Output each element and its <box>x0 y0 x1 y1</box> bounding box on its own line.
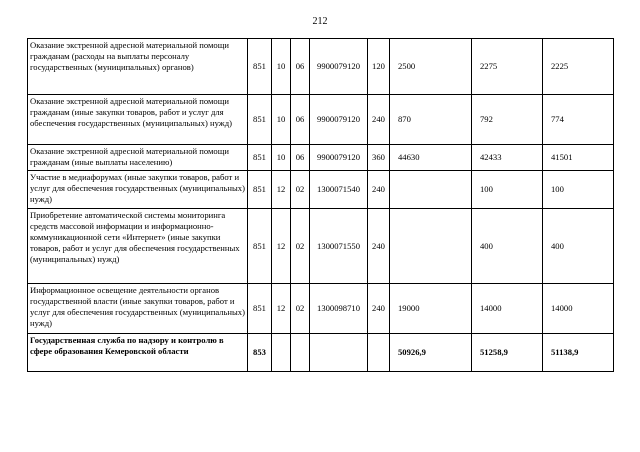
expense-type-cell <box>368 334 390 372</box>
budget-table <box>27 38 614 372</box>
table-row <box>28 284 614 334</box>
target-article-cell: 1300098710 <box>310 284 368 334</box>
table-row <box>28 145 614 171</box>
table-row <box>28 95 614 145</box>
subsection-code-cell: 02 <box>291 284 310 334</box>
table-row <box>28 171 614 209</box>
expense-type-cell: 240 <box>368 95 390 145</box>
sum-year1-cell <box>390 171 472 209</box>
grbs-code-cell: 851 <box>248 209 272 284</box>
grbs-code-cell: 853 <box>248 334 272 372</box>
section-code-cell: 10 <box>272 145 291 171</box>
expense-type-cell: 240 <box>368 171 390 209</box>
expense-type-cell: 240 <box>368 284 390 334</box>
sum-year2-cell: 792 <box>472 95 543 145</box>
sum-year1-cell: 50926,9 <box>390 334 472 372</box>
section-code-cell: 12 <box>272 284 291 334</box>
subsection-code-cell: 02 <box>291 171 310 209</box>
sum-year2-cell: 14000 <box>472 284 543 334</box>
expense-name-cell: Оказание экстренной адресной материальной помощи гражданам (иные выплаты населению) <box>28 145 248 171</box>
section-code-cell: 12 <box>272 209 291 284</box>
sum-year3-cell: 100 <box>543 171 614 209</box>
sum-year2-cell: 400 <box>472 209 543 284</box>
section-code-cell: 12 <box>272 171 291 209</box>
page-number: 212 <box>312 16 328 27</box>
expense-type-cell: 240 <box>368 209 390 284</box>
sum-year1-cell: 19000 <box>390 284 472 334</box>
section-code-cell: 10 <box>272 39 291 95</box>
sum-year1-cell: 2500 <box>390 39 472 95</box>
grbs-code-cell: 851 <box>248 171 272 209</box>
sum-year1-cell: 44630 <box>390 145 472 171</box>
expense-type-cell: 120 <box>368 39 390 95</box>
sum-year2-cell: 2275 <box>472 39 543 95</box>
target-article-cell: 1300071540 <box>310 171 368 209</box>
subsection-code-cell <box>291 334 310 372</box>
sum-year3-cell: 400 <box>543 209 614 284</box>
subsection-code-cell: 06 <box>291 39 310 95</box>
section-code-cell <box>272 334 291 372</box>
sum-year3-cell: 14000 <box>543 284 614 334</box>
grbs-code-cell: 851 <box>248 284 272 334</box>
expense-name-cell: Оказание экстренной адресной материальной помощи гражданам (расходы на выплаты персоналу государственных (муниципальных) органов) <box>28 39 248 95</box>
sum-year2-cell: 51258,9 <box>472 334 543 372</box>
table-row <box>28 334 614 372</box>
target-article-cell: 1300071550 <box>310 209 368 284</box>
expense-name-cell: Оказание экстренной адресной материальной помощи гражданам (иные закупки товаров, работ и услуг для обеспечения государственных (муниципальных) нужд) <box>28 95 248 145</box>
table-body <box>28 39 614 372</box>
expense-name-cell: Участие в медиафорумах (иные закупки товаров, работ и услуг для обеспечения государственных (муниципальных) нужд) <box>28 171 248 209</box>
expense-name-cell: Приобретение автоматической системы мониторинга средств массовой информации и информационно-коммуникационной сети «Интернет» (иные закупки товаров, работ и услуг для обеспечения государственных (муниципальных) нужд) <box>28 209 248 284</box>
expense-name-cell: Государственная служба по надзору и контролю в сфере образования Кемеровской области <box>28 334 248 372</box>
grbs-code-cell: 851 <box>248 95 272 145</box>
subsection-code-cell: 06 <box>291 145 310 171</box>
target-article-cell: 9900079120 <box>310 39 368 95</box>
grbs-code-cell: 851 <box>248 39 272 95</box>
target-article-cell <box>310 334 368 372</box>
sum-year3-cell: 51138,9 <box>543 334 614 372</box>
table-row <box>28 209 614 284</box>
sum-year2-cell: 100 <box>472 171 543 209</box>
subsection-code-cell: 06 <box>291 95 310 145</box>
section-code-cell: 10 <box>272 95 291 145</box>
sum-year3-cell: 41501 <box>543 145 614 171</box>
target-article-cell: 9900079120 <box>310 145 368 171</box>
sum-year3-cell: 774 <box>543 95 614 145</box>
sum-year1-cell: 870 <box>390 95 472 145</box>
sum-year1-cell <box>390 209 472 284</box>
subsection-code-cell: 02 <box>291 209 310 284</box>
expense-name-cell: Информационное освещение деятельности органов государственной власти (иные закупки товаров, работ и услуг для обеспечения государственных (муниципальных) нужд) <box>28 284 248 334</box>
target-article-cell: 9900079120 <box>310 95 368 145</box>
sum-year3-cell: 2225 <box>543 39 614 95</box>
sum-year2-cell: 42433 <box>472 145 543 171</box>
expense-type-cell: 360 <box>368 145 390 171</box>
table-row <box>28 39 614 95</box>
grbs-code-cell: 851 <box>248 145 272 171</box>
